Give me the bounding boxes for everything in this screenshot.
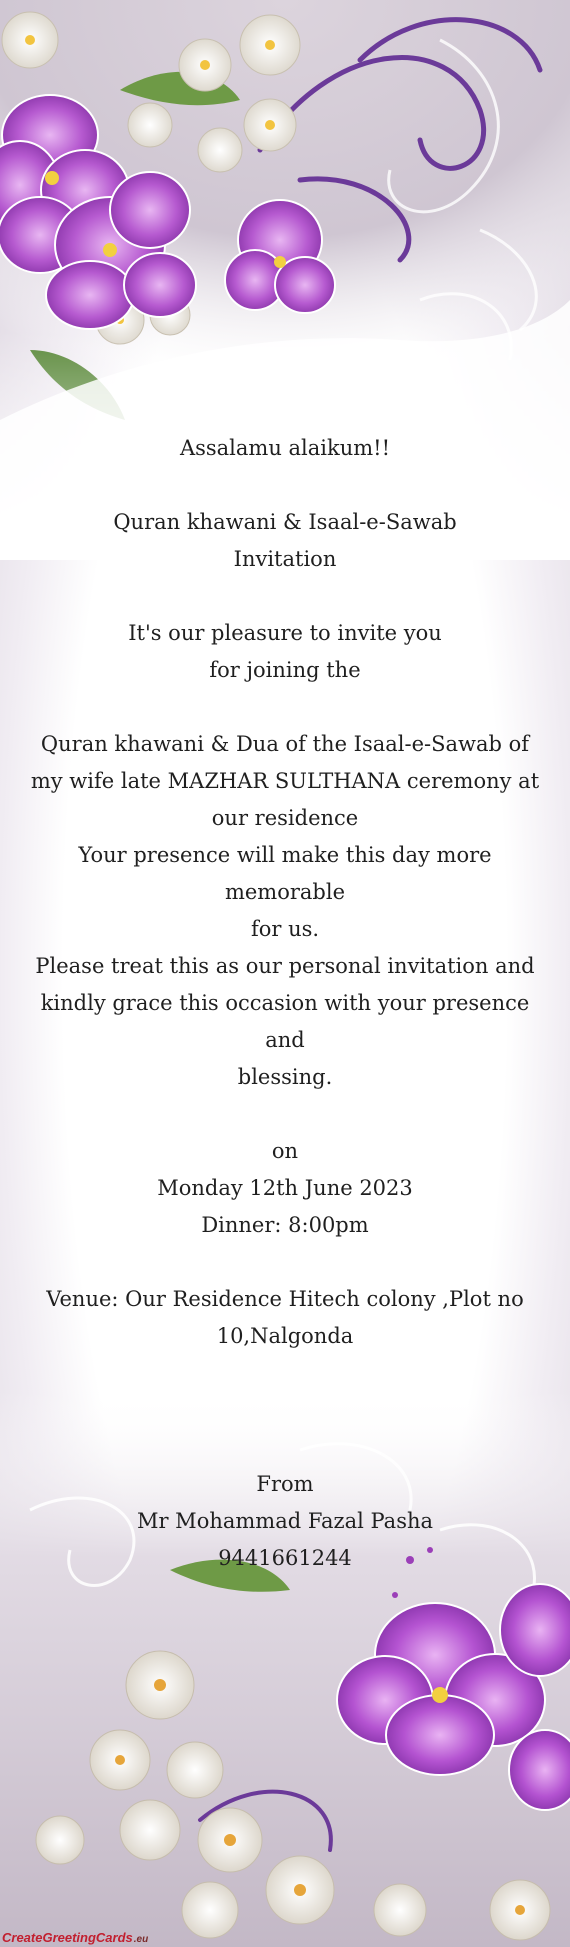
pleasure-line-2: for joining the (209, 658, 361, 682)
venue-line-2: 10,Nalgonda (216, 1324, 354, 1348)
brand-logo[interactable] (2, 1909, 149, 1945)
presence-line-2: for us. (250, 917, 320, 941)
event-date: Monday 12th June 2023 (157, 1176, 413, 1200)
on-label: on (271, 1139, 299, 1163)
title-line-2: Invitation (233, 547, 337, 571)
venue-line-1: Venue: Our Residence Hitech colony ,Plot no (46, 1287, 524, 1311)
host-name: Mr Mohammad Fazal Pasha (136, 1509, 434, 1533)
brand-name: CreateGreetingCards (2, 1930, 133, 1945)
treat-line-1: Please treat this as our personal invitation and (35, 954, 535, 978)
pleasure-line-1: It's our pleasure to invite you (128, 621, 442, 645)
event-line-1: Quran khawani & Dua of the Isaal-e-Sawab of (40, 732, 530, 756)
presence-line-1: Your presence will make this day more memorable (78, 843, 492, 904)
treat-line-3: blessing. (237, 1065, 333, 1089)
greeting: Assalamu alaikum!! (179, 436, 391, 460)
event-line-3: our residence (211, 806, 359, 830)
invitation-message (30, 430, 540, 1577)
from-label: From (256, 1472, 314, 1496)
host-phone: 9441661244 (218, 1546, 352, 1570)
event-line-2: my wife late MAZHAR SULTHANA ceremony at (30, 769, 540, 793)
brand-suffix: .eu (133, 1934, 149, 1945)
title-line-1: Quran khawani & Isaal-e-Sawab (113, 510, 457, 534)
treat-line-2: kindly grace this occasion with your presence and (40, 991, 530, 1052)
dinner-time: Dinner: 8:00pm (201, 1213, 369, 1237)
